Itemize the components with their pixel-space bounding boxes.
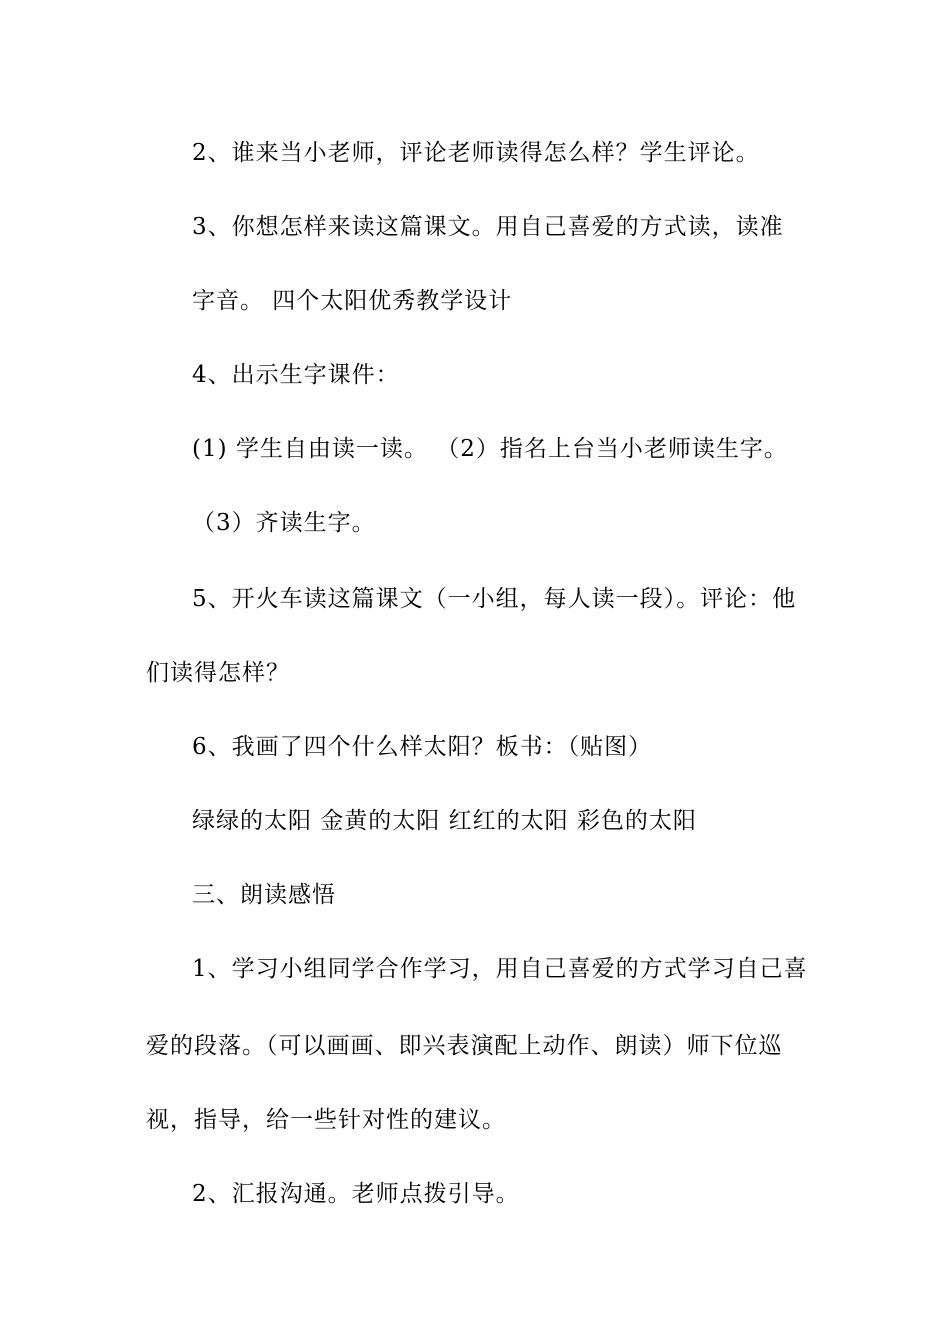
- paragraph-line-7: 5、开火车读这篇课文（一小组，每人读一段）。评论：他: [192, 586, 797, 612]
- paragraph-line-4: 4、出示生字课件：: [192, 362, 400, 388]
- paragraph-line-8: 们读得怎样？: [146, 660, 290, 686]
- paragraph-line-9: 6、我画了四个什么样太阳？板书：（贴图）: [192, 734, 653, 760]
- paragraph-line-1: 2、谁来当小老师，评论老师读得怎么样？学生评论。: [192, 140, 760, 166]
- section-heading: 三、朗读感悟: [192, 882, 336, 908]
- paragraph-line-3: 字音。 四个太阳优秀教学设计: [192, 288, 513, 314]
- paragraph-line-6: （3）齐读生字。: [192, 510, 376, 536]
- paragraph-line-12: 1、学习小组同学合作学习，用自己喜爱的方式学习自己喜: [192, 956, 808, 982]
- paragraph-line-5: (1) 学生自由读一读。 （2）指名上台当小老师读生字。: [192, 436, 788, 462]
- paragraph-line-10: 绿绿的太阳 金黄的太阳 红红的太阳 彩色的太阳: [192, 808, 697, 834]
- paragraph-line-14: 视，指导，给一些针对性的建议。: [146, 1107, 506, 1133]
- paragraph-line-15: 2、汇报沟通。老师点拨引导。: [192, 1181, 520, 1207]
- paragraph-line-2: 3、你想怎样来读这篇课文。用自己喜爱的方式读，读准: [192, 214, 784, 240]
- paragraph-line-13: 爱的段落。（可以画画、即兴表演配上动作、朗读）师下位巡: [146, 1033, 783, 1059]
